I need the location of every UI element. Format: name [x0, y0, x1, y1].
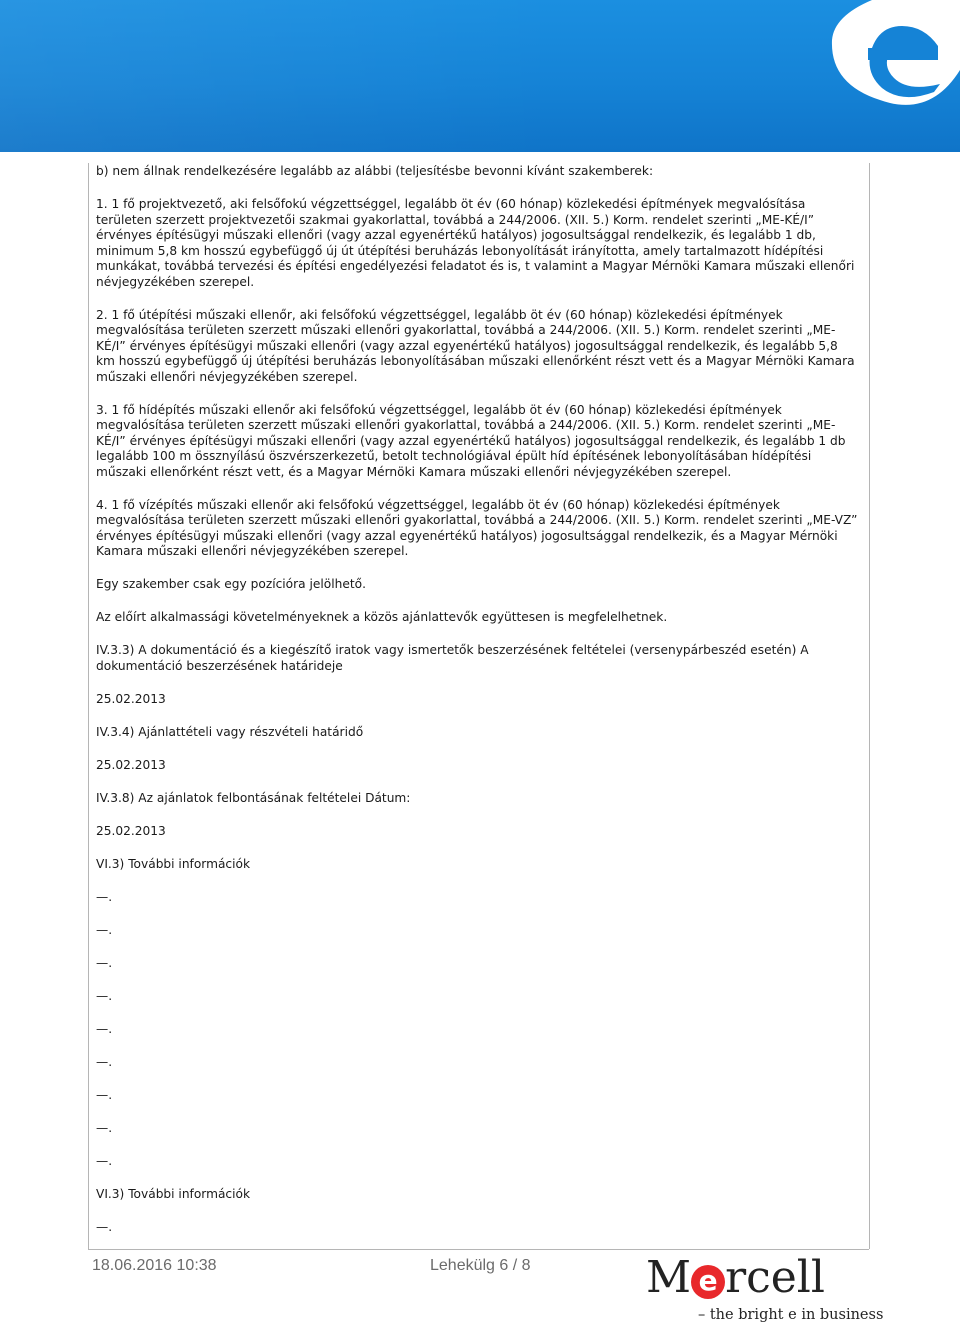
document-body: [96, 164, 860, 1253]
dash-line: —.: [96, 922, 113, 937]
footer-divider: [88, 1249, 869, 1250]
requirement-item-1: 1. 1 fő projektvezető, aki felsőfokú végzettséggel, legalább öt év (60 hónap) közlekedési építmények megvalósítása területen szerzett projektvezetői szakmai gyakorlattal, továbbá a 244/2006. (XII. 5.) Korm. rendelet szerinti „ME-KÉ/I” érvényes építésügyi műszaki ellenőri (vagy azzal egyenértékű hatályos) jogosultsággal rendelkezik, és legalább 1 db, minimum 5,8 km hosszú egybefüggő új út útépítési beruházás lebonyolítását irányította, amely tartalmazott hídépítési munkákat, továbbá tervezési és építési engedélyezési feladatot és is, t valamint a Magyar Mérnöki Kamara műszaki ellenőri névjegyzékében szerepel.: [96, 197, 855, 289]
brand-e-icon: [810, 0, 960, 152]
note-joint-bidders: Az előírt alkalmassági követelményeknek a közös ajánlattevők együttesen is megfelelhetnek.: [96, 610, 668, 624]
dash-line-last: —.: [96, 1219, 113, 1234]
section-iv-3-4: IV.3.4) Ajánlattételi vagy részvételi határidő: [96, 724, 364, 739]
section-iv-3-3: IV.3.3) A dokumentáció és a kiegészítő iratok vagy ismertetők beszerzésének feltételei (versenypárbeszéd esetén) A dokumentáció beszerzésének határideje: [96, 643, 809, 673]
logo-letters-rcell: rcell: [725, 1252, 825, 1303]
note-one-position: Egy szakember csak egy pozícióra jelölhető.: [96, 577, 366, 591]
date-opening: 25.02.2013: [96, 823, 166, 838]
intro-text: b) nem állnak rendelkezésére legalább az alábbi (teljesítésbe bevonni kívánt szakemberek:: [96, 164, 654, 178]
footer-timestamp: 18.06.2016 10:38: [92, 1257, 217, 1274]
dash-line: —.: [96, 1153, 113, 1168]
header-gradient: [0, 0, 560, 152]
dash-line: —.: [96, 1120, 113, 1135]
section-vi-3-b: VI.3) További információk: [96, 1186, 251, 1201]
dash-line: —.: [96, 988, 113, 1003]
logo-tagline: – the bright e in business: [698, 1307, 884, 1323]
dash-line: —.: [96, 1021, 113, 1036]
logo-wordmark: [646, 1252, 825, 1304]
requirement-item-3: 3. 1 fő hídépítés műszaki ellenőr aki felsőfokú végzettséggel, legalább öt év (60 hónap) közlekedési építmények megvalósítása területen szerzett műszaki ellenőri gyakorlattal, továbbá a 244/2006. (XII. 5.) Korm. rendelet szerinti „ME-KÉ/I” érvényes építésügyi műszaki ellenőri (vagy azzal egyenértékű hatályos) jogosultsággal rendelkezik, és legalább 1 db legalább 100 m össznyílású öszvérszerkezetű, betolt technológiával épült híd építésének lebonyolításában hídépítési műszaki ellenőrként részt vett, és a Magyar Mérnöki Kamara műszaki ellenőri névjegyzékében szerepel.: [96, 402, 846, 479]
section-vi-3-a: VI.3) További információk: [96, 856, 251, 871]
dash-line: —.: [96, 889, 113, 904]
dash-line: —.: [96, 1087, 113, 1102]
logo-letter-m: M: [646, 1252, 692, 1303]
marcell-logo: [646, 1252, 884, 1324]
section-iv-3-8: IV.3.8) Az ajánlatok felbontásának feltételei Dátum:: [96, 790, 411, 805]
date-submission: 25.02.2013: [96, 757, 166, 772]
date-documentation: 25.02.2013: [96, 691, 166, 706]
dash-line: —.: [96, 1054, 113, 1069]
requirement-item-4: 4. 1 fő vízépítés műszaki ellenőr aki felsőfokú végzettséggel, legalább öt év (60 hónap) közlekedési építmények megvalósítása területen szerzett műszaki ellenőri gyakorlattal, továbbá a 244/2006. (XII. 5.) Korm. rendelet szerinti „ME-VZ” érvényes építésügyi műszaki ellenőri (vagy azzal egyenértékű hatályos) jogosultsággal rendelkezik, és a Magyar Mérnöki Kamara műszaki ellenőri névjegyzékében szerepel.: [96, 497, 858, 558]
dash-line: —.: [96, 955, 113, 970]
logo-e-icon: e: [691, 1265, 725, 1299]
requirement-item-2: 2. 1 fő útépítési műszaki ellenőr, aki felsőfokú végzettséggel, legalább öt év (60 hónap) közlekedési építmények megvalósítása területen szerzett műszaki ellenőri gyakorlattal, továbbá a 244/2006. (XII. 5.) Korm. rendelet szerinti „ME-KÉ/I” érvényes építésügyi műszaki ellenőri (vagy azzal egyenértékű hatályos) jogosultsággal rendelkezik, és legalább 5,8 km hosszú egybefüggő új útépítési beruházás lebonyolításában műszaki ellenőrként részt vett és a Magyar Mérnöki Kamara műszaki ellenőri névjegyzékében szerepel.: [96, 307, 855, 384]
footer-page-number: Lehekülg 6 / 8: [430, 1257, 531, 1274]
header-band: [0, 0, 960, 152]
